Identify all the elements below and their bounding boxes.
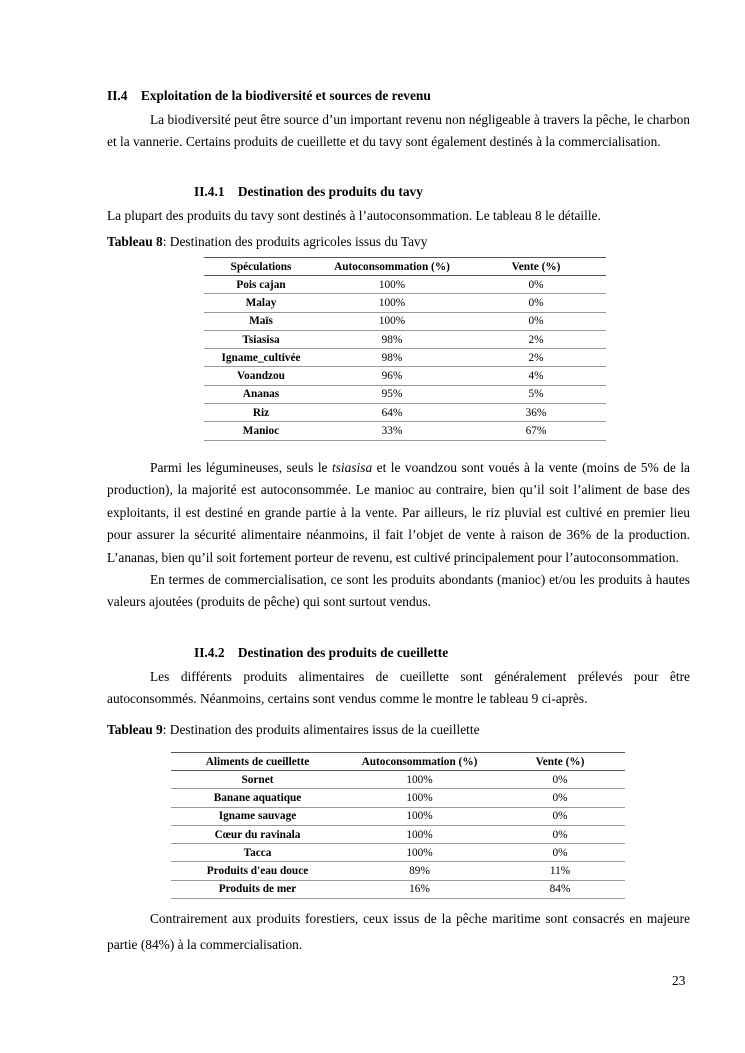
legumineuses-paragraph xyxy=(107,457,690,569)
commerce-paragraph: En termes de commercialisation, ce sont les produits abondants (manioc) et/ou les produits à hautes valeurs ajoutées (produits de pêche) qui sont surtout vendus. xyxy=(107,572,690,610)
tavy-paragraph: La plupart des produits du tavy sont destinés à l’autoconsommation. Le tableau 8 le détaille. xyxy=(107,208,601,223)
table-row xyxy=(204,385,606,403)
cell: Igname sauvage xyxy=(171,807,344,825)
tavy-paragraph-block xyxy=(107,205,690,227)
legum-italic-term: tsiasisa xyxy=(331,460,373,475)
cell: Tsiasisa xyxy=(204,330,318,348)
cell: 100% xyxy=(318,294,466,312)
cell: 0% xyxy=(495,825,625,843)
cell: 33% xyxy=(318,422,466,440)
table8-caption-label: Tableau 8 xyxy=(107,234,163,249)
cell: 0% xyxy=(466,294,606,312)
cell: 96% xyxy=(318,367,466,385)
cell: Tacca xyxy=(171,844,344,862)
table-row xyxy=(204,294,606,312)
cell: 0% xyxy=(466,276,606,294)
cell: Riz xyxy=(204,404,318,422)
cell: Banane aquatique xyxy=(171,789,344,807)
cell: 0% xyxy=(495,844,625,862)
column-header: Spéculations xyxy=(204,258,318,276)
cell: 100% xyxy=(318,276,466,294)
column-header: Autoconsommation (%) xyxy=(344,753,495,771)
table-row xyxy=(171,771,625,789)
table-row xyxy=(204,312,606,330)
cell: Manioc xyxy=(204,422,318,440)
subsection-number: II.4.1 xyxy=(194,184,225,199)
table8 xyxy=(204,257,606,441)
cell: 98% xyxy=(318,349,466,367)
cell: 0% xyxy=(495,789,625,807)
cell: 0% xyxy=(466,312,606,330)
table-row xyxy=(171,880,625,898)
cell: 64% xyxy=(318,404,466,422)
column-header: Autoconsommation (%) xyxy=(318,258,466,276)
cell: Sornet xyxy=(171,771,344,789)
table-header-row xyxy=(204,258,606,276)
table9-caption-label: Tableau 9 xyxy=(107,722,163,737)
section-heading xyxy=(107,88,431,104)
column-header: Aliments de cueillette xyxy=(171,753,344,771)
cell: 100% xyxy=(318,312,466,330)
subsection-title: Destination des produits du tavy xyxy=(237,184,423,199)
cell: 0% xyxy=(495,771,625,789)
cueillette-paragraph: Les différents produits alimentaires de cueillette sont généralement prélevés pour être autoconsommés. Néanmoins, certains sont vendus comme le montre le tableau 9 ci-après. xyxy=(107,669,690,707)
cell: Ananas xyxy=(204,385,318,403)
cell: 100% xyxy=(344,771,495,789)
table-row xyxy=(204,276,606,294)
cell: 84% xyxy=(495,880,625,898)
cell: Cœur du ravinala xyxy=(171,825,344,843)
cell: Igname_cultivée xyxy=(204,349,318,367)
cell: Produits de mer xyxy=(171,880,344,898)
table8-caption-text: : Destination des produits agricoles issus du Tavy xyxy=(162,234,428,249)
legumineuses-paragraph-block xyxy=(107,457,690,614)
cell: 100% xyxy=(344,825,495,843)
table8-caption xyxy=(107,234,427,250)
cell: 98% xyxy=(318,330,466,348)
cell: 100% xyxy=(344,807,495,825)
final-paragraph: Contrairement aux produits forestiers, ceux issus de la pêche maritime sont consacrés en majeure partie (84%) à la commercialisation. xyxy=(107,911,690,952)
cell: 2% xyxy=(466,349,606,367)
intro-paragraph-block xyxy=(107,109,690,154)
cell: 36% xyxy=(466,404,606,422)
cell: 67% xyxy=(466,422,606,440)
table-row xyxy=(204,367,606,385)
intro-paragraph: La biodiversité peut être source d’un important revenu non négligeable à travers la pêche, le charbon et la vannerie. Certains produits de cueillette et du tavy sont également destinés à la commercialisation. xyxy=(107,112,690,150)
column-header: Vente (%) xyxy=(466,258,606,276)
table-row xyxy=(204,349,606,367)
section-title: Exploitation de la biodiversité et sources de revenu xyxy=(140,88,431,103)
cell: 11% xyxy=(495,862,625,880)
table-row xyxy=(171,844,625,862)
subsection-number: II.4.2 xyxy=(194,645,225,660)
cell: 0% xyxy=(495,807,625,825)
subsection-title: Destination des produits de cueillette xyxy=(237,645,449,660)
final-paragraph-block xyxy=(107,906,690,958)
table9-caption-text: : Destination des produits alimentaires issus de la cueillette xyxy=(162,722,480,737)
legum-text-1: Parmi les légumineuses, seuls le xyxy=(150,460,332,475)
page-number: 23 xyxy=(672,973,686,988)
cell: Voandzou xyxy=(204,367,318,385)
cell: Pois cajan xyxy=(204,276,318,294)
cell: 5% xyxy=(466,385,606,403)
table9-caption xyxy=(107,722,480,738)
cell: Maïs xyxy=(204,312,318,330)
table-row xyxy=(171,862,625,880)
table-row xyxy=(204,330,606,348)
table9 xyxy=(171,752,625,899)
table-row xyxy=(171,825,625,843)
cell: 100% xyxy=(344,844,495,862)
subsection-heading-cueillette xyxy=(194,645,448,661)
table-header-row xyxy=(171,753,625,771)
column-header: Vente (%) xyxy=(495,753,625,771)
cell: 4% xyxy=(466,367,606,385)
table-row xyxy=(204,404,606,422)
cell: 89% xyxy=(344,862,495,880)
table-row xyxy=(204,422,606,440)
table-row xyxy=(171,789,625,807)
cell: Malay xyxy=(204,294,318,312)
table-row xyxy=(171,807,625,825)
cell: 95% xyxy=(318,385,466,403)
section-number: II.4 xyxy=(107,88,128,103)
cell: 2% xyxy=(466,330,606,348)
cell: Produits d'eau douce xyxy=(171,862,344,880)
subsection-heading-tavy xyxy=(194,184,423,200)
cell: 16% xyxy=(344,880,495,898)
cueillette-paragraph-block xyxy=(107,666,690,711)
cell: 100% xyxy=(344,789,495,807)
legum-text-2: et le voandzou sont voués à la vente (moins de 5% de la production), la majorité est autoconsommée. Le manioc au contraire, bien qu’il soit l’aliment de base des exploitants, il est destiné en grande partie à la vente. Par ailleurs, le riz pluvial est cultivé en premier lieu pour assurer la sécurité alimentaire néanmoins, il fait l’objet de vente à raison de 36% de la production. L’ananas, bien qu’il soit fortement porteur de revenu, est cultivé principalement pour l’autoconsommation. xyxy=(107,460,690,565)
